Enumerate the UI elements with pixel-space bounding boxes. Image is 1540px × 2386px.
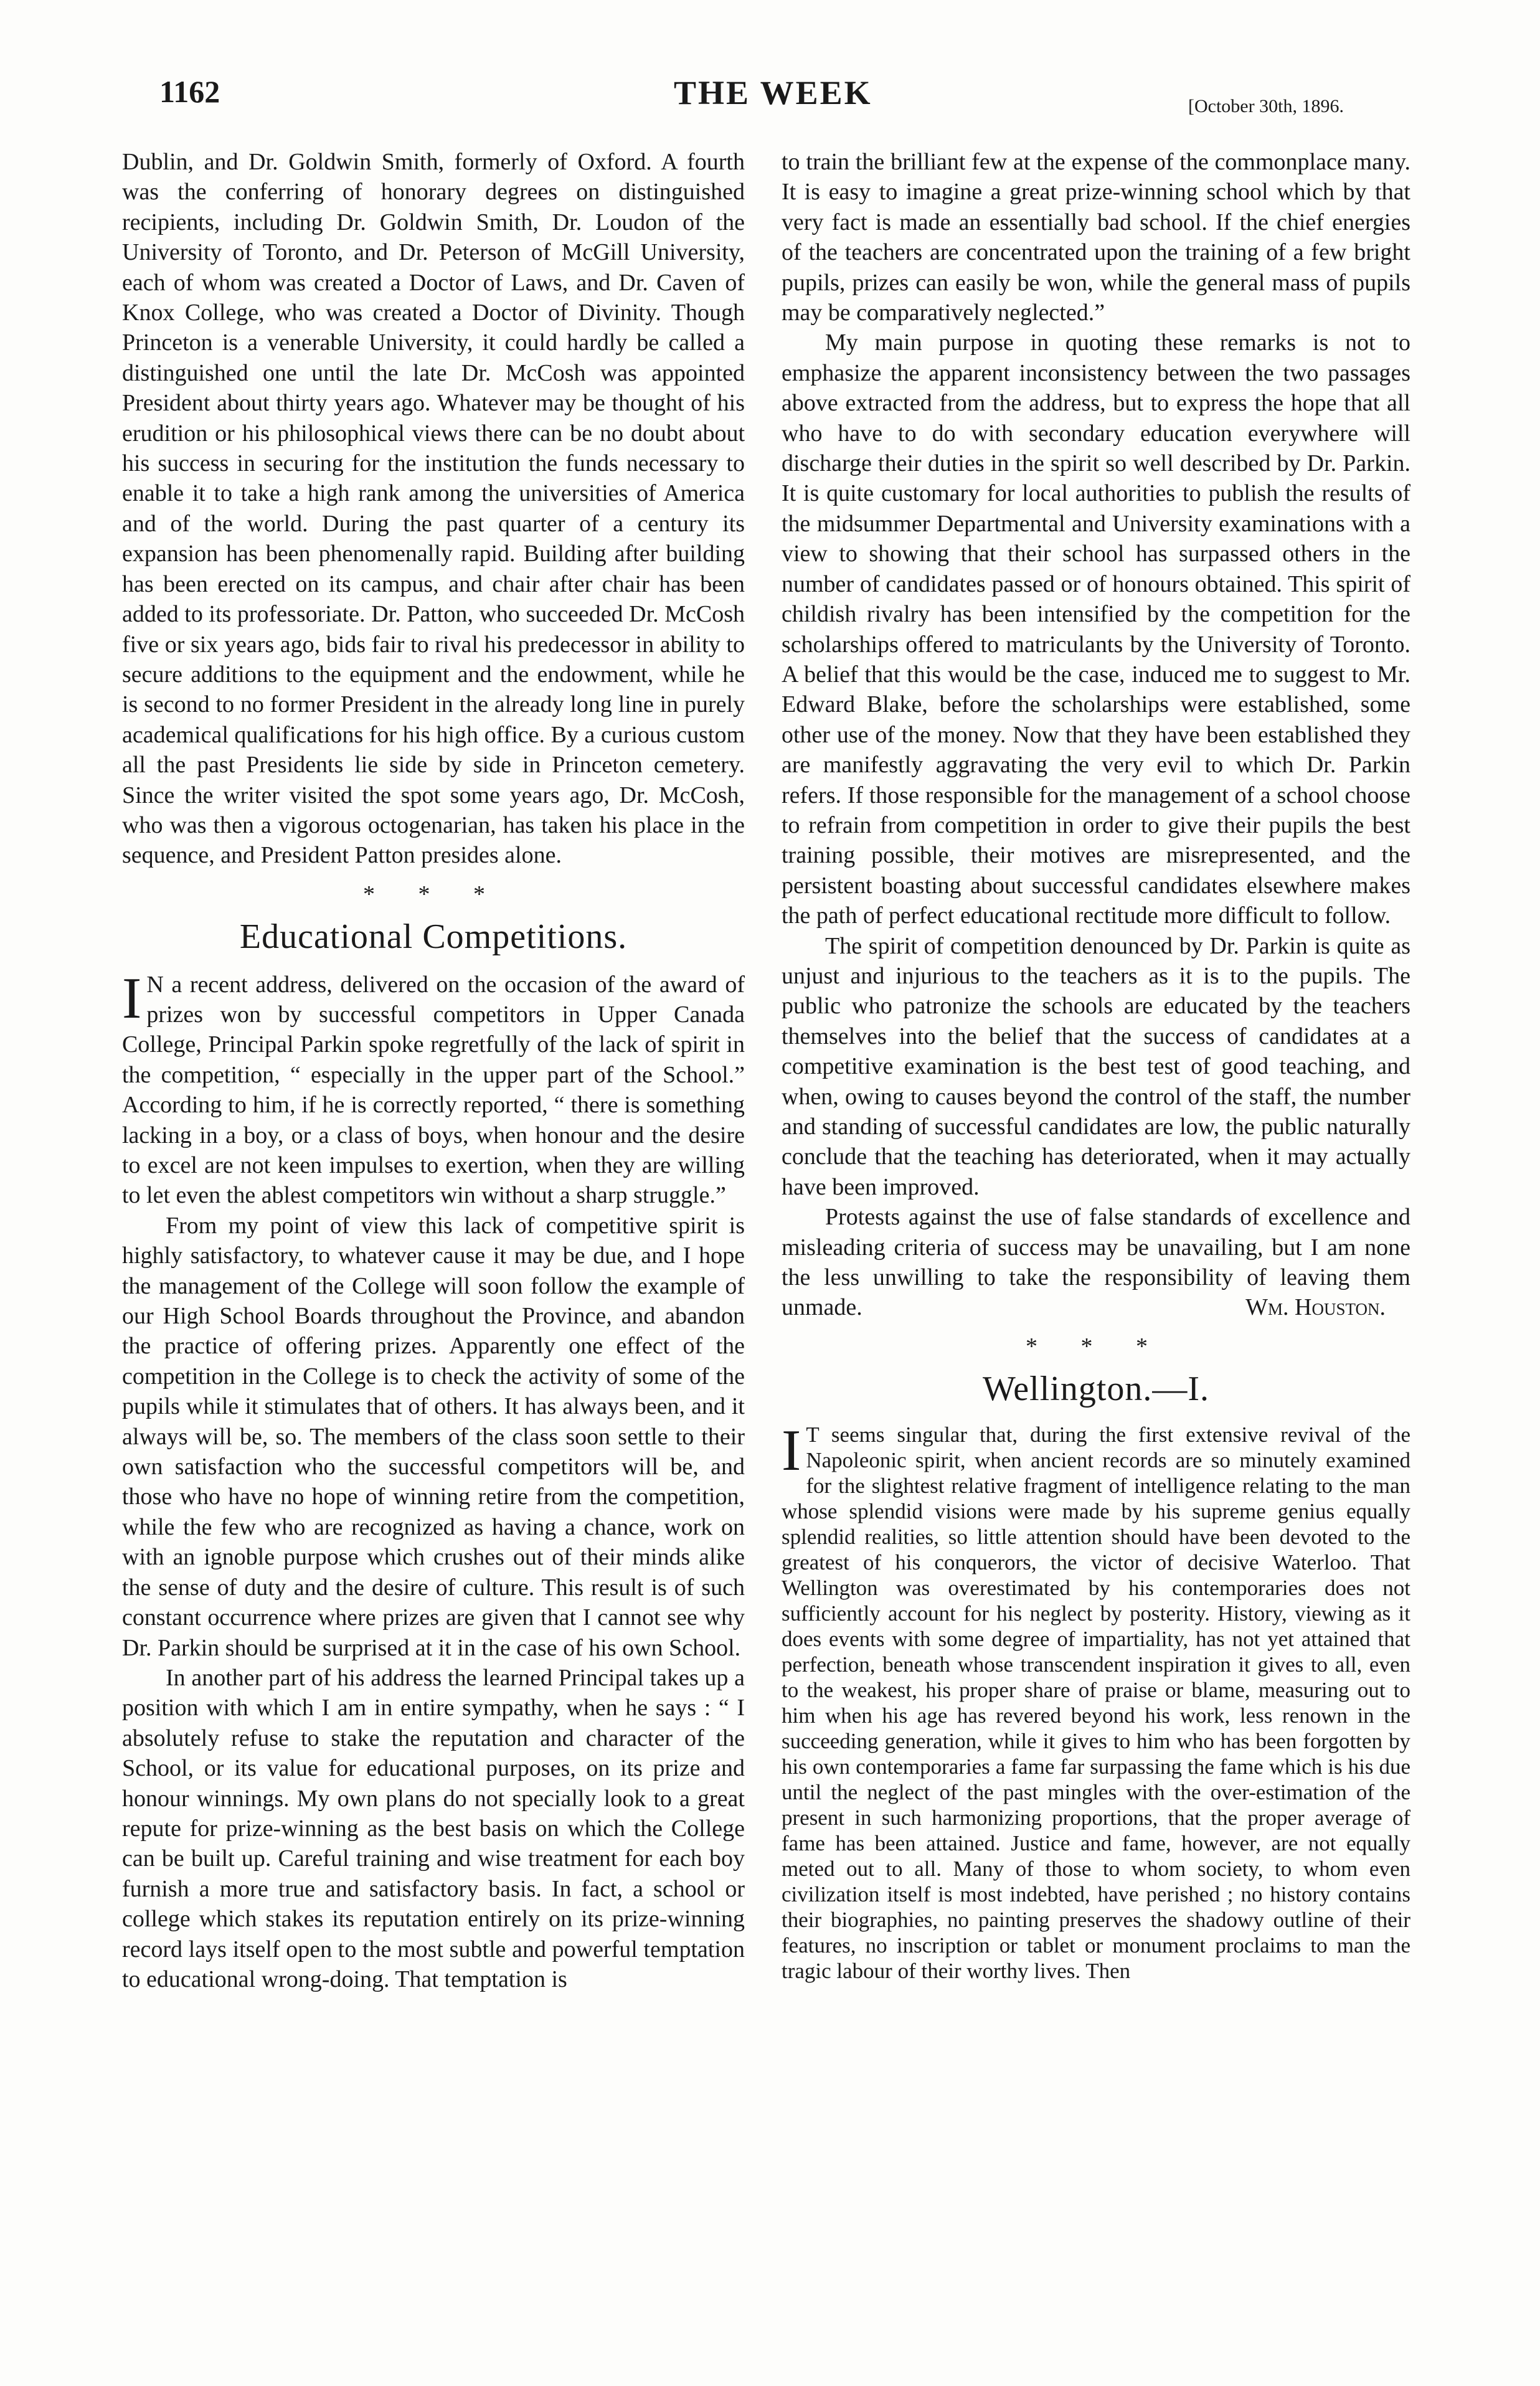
article-heading-educational-competitions: Educational Competitions. (239, 917, 628, 957)
paragraph-intro (122, 965, 745, 1211)
paragraph-body: to train the brilliant few at the expense of the commonplace many. It is easy to imagine a great prize-winning school which by that very fact is made an essentially bad school. If the chief energies of the teachers are concentrated upon the training of a few bright pupils, prizes can easily be won, while the general mass of pupils may be comparatively neglected.” (782, 149, 1410, 326)
paragraph-body: From my point of view this lack of competitive spirit is highly satisfactory, to whatever cause it may be due, and I hope the management of the College will soon follow the example of our High School Boards throughout the Province, and abandon the practice of offering prizes. Apparently one effect of the competition in the College is to check the activity of some of the pupils while it stimulates that of others. It has always been, and it always will be, so. The members of the class soon settle to their own satisfaction who the successful competitors will be, and those who have no hope of winning retire from the competition, while the few who are recognized as having a chance, work on with an ignoble purpose which crushes out of their minds alike the sense of duty and the desire of culture. This result is of such constant occurrence where prizes are given that I cannot see why Dr. Parkin should be surprised at it in the case of his own School. (122, 1212, 745, 1661)
right-column (782, 147, 1410, 1984)
paragraph-body: In another part of his address the learned Principal takes up a position with which I am in entire sympathy, when he says : “ I absolutely refuse to stake the reputation and character of the School, or its value for educational purposes, on its prize and honour winnings. My own plans do not specially look to a great repute for prize-winning as the best basis on which the College can be built up. Careful training and wise treatment for each boy furnish a more true and satisfactory basis. In fact, a school or college which stakes its reputation entirely on its prize-winning record lays itself open to the most subtle and powerful temptation to educational wrong-doing. That temptation is (122, 1664, 745, 1992)
article-heading-wellington: Wellington.—I. (982, 1370, 1210, 1409)
paragraph-wellington-text: T seems singular that, during the first extensive revival of the Napoleonic spirit, when ancient records are so minutely examined for the slightest relative fragment of intelligence relating to the man whose splendid visions were made by his supreme genius equally splendid realities, so little attention should have been devoted to the greatest of his conquerors, the victor of decisive Waterloo. That Wellington was overestimated by his contemporaries does not sufficiently account for his neglect by posterity. History, viewing as it does events with some degree of impartiality, has not yet attained that perfection, beneath whose transcendent inspiration it gives to all, even to the weakest, his proper share of praise or blame, measuring out to him when his age has revered beyond his work, less renown in the succeeding generation, while it gives to him who has been forgotten by his own contemporaries a fame far surpassing the fame which is his due until the neglect of the past mingles with the over-estimation of the present in such harmonizing proportions, that the proper average of fame has been attained. Justice and fame, however, are not equally meted out to all. Many of those to whom society, to whom even civilization itself is most indebted, have perished ; no history contains their biographies, no painting preserves the shadowy outline of their features, no inscription or tablet or monument proclaims to man the tragic labour of their worthy lives. Then (782, 1422, 1410, 1983)
journal-title: THE WEEK (674, 74, 872, 111)
author-signature: Wm. Houston. (1245, 1294, 1386, 1321)
drop-cap: I (782, 1418, 801, 1483)
paragraph-body: The spirit of competition denounced by Dr. Parkin is quite as unjust and injurious to the teachers as it is to the pupils. The public who patronize the schools are educated by the teachers themselves into the belief that the success of candidates at a competitive examination is the best test of good teaching, and when, owing to causes beyond the control of the staff, the number and standing of successful candidates are low, the public naturally conclude that the teaching has deteriorated, when it may actually have been improved. (782, 932, 1410, 1200)
page-number: 1162 (159, 74, 220, 109)
paragraph-wellington (782, 1418, 1410, 1984)
paragraph-body (782, 1202, 1410, 1323)
paragraph-intro-text: N a recent address, delivered on the occasion of the award of prizes won by successful competitors in Upper Canada College, Principal Parkin spoke regretfully of the lack of spirit in the competition, “ especially in the upper part of the School.” According to him, if he is correctly reported, “ there is something lacking in a boy, or a class of boys, when honour and the desire to excel are not keen impulses to exertion, when they are willing to let even the ablest competitors win without a sharp struggle.” (122, 971, 745, 1209)
page-header (0, 73, 1540, 130)
paragraph-closing-text: Protests against the use of false standards of excellence and misleading criteria of success may be unavailing, but I am none the less unwilling to take the responsibility of leaving them unmade. (782, 1204, 1410, 1321)
issue-date: [October 30th, 1896. (1188, 96, 1344, 116)
left-column (122, 147, 745, 1994)
paragraph-body: My main purpose in quoting these remarks is not to emphasize the apparent inconsistency between the two passages above extracted from the address, but to express the hope that all who have to do with secondary education everywhere will discharge their duties in the spirit so well described by Dr. Parkin. It is quite customary for local authorities to publish the results of the midsummer Departmental and University examinations with a view to showing that their school has surpassed others in the number of candidates passed or of honours obtained. This spirit of childish rivalry has been intensified by the competition for the scholarships offered to matriculants by the University of Toronto. A belief that this would be the case, induced me to suggest to Mr. Edward Blake, before the scholarships were established, some other use of the money. Now that they have been established they are manifestly aggravating the very evil to which Dr. Parkin refers. If those responsible for the management of a school choose to refrain from competition in order to give their pupils the best training possible, their motives are misrepresented, and the persistent boasting about successful candidates elsewhere makes the path of perfect educational rectitude more difficult to follow. (782, 329, 1410, 929)
drop-cap: I (122, 965, 142, 1031)
paragraph-princeton: Dublin, and Dr. Goldwin Smith, formerly of Oxford. A fourth was the conferring of honorary degrees on distinguished recipients, including Dr. Goldwin Smith, Dr. Loudon of the University of Toronto, and Dr. Peterson of McGill University, each of whom was created a Doctor of Laws, and Dr. Caven of Knox College, who was created a Doctor of Divinity. Though Princeton is a venerable University, it could hardly be called a distinguished one until the late Dr. McCosh was appointed President about thirty years ago. Whatever may be thought of his erudition or his philosophical views there can be no doubt about his success in securing for the institution the funds necessary to enable it to take a high rank among the universities of America and of the world. During the past quarter of a century its expansion has been phenomenally rapid. Building after building has been erected on its campus, and chair after chair has been added to its professoriate. Dr. Patton, who succeeded Dr. McCosh five or six years ago, bids fair to rival his predecessor in ability to secure additions to the equipment and the endowment, while he is second to no former President in the already long line in purely academical qualifications for his high office. By a curious custom all the past Presidents lie side by side in Princeton cemetery. Since the writer visited the spot some years ago, Dr. McCosh, who was then a vigorous octogenarian, has taken his place in the sequence, and President Patton presides alone. (122, 149, 745, 869)
section-divider: * * * (1026, 1333, 1166, 1360)
section-divider: * * * (363, 881, 504, 907)
